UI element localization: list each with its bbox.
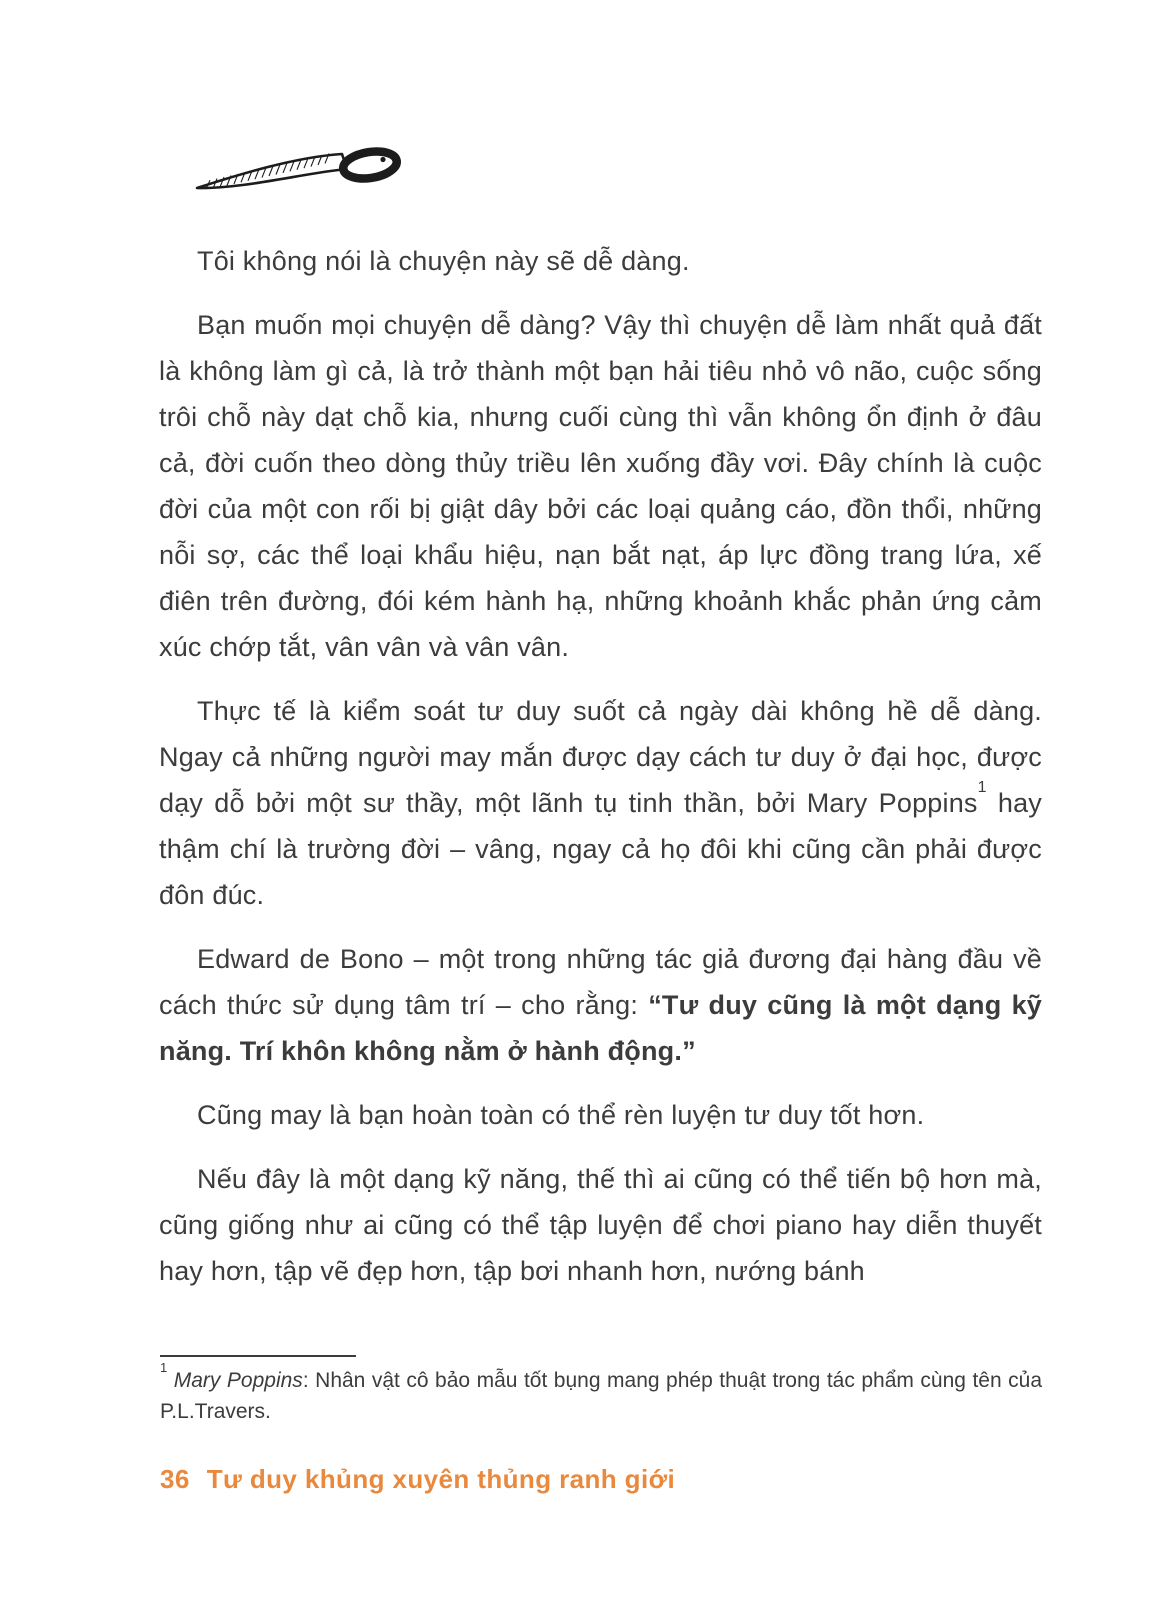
quote-bold: “Tư duy cũng là một dạng kỹ năng. Trí khôn không nằm ở hành động.” (159, 990, 1042, 1066)
footnote-marker: 1 (160, 1360, 168, 1375)
paragraph-3-text: Thực tế là kiểm soát tư duy suốt cả ngày dài không hề dễ dàng. Ngay cả những người may mắn được dạy cách tư duy ở đại học, được dạy dỗ bởi một sư thầy, một lãnh tụ tinh thần, bởi Mary Poppins (159, 696, 1042, 818)
page-number: 36 (160, 1464, 190, 1494)
paragraph-4-text: Edward de Bono – một trong những tác giả đương đại hàng đầu về cách thức sử dụng tâm trí – cho rằng: (159, 944, 1042, 1020)
footnote-block (160, 1355, 1042, 1427)
footnote-reference: 1 (977, 779, 987, 796)
paragraph-6: Nếu đây là một dạng kỹ năng, thế thì ai cũng có thể tiến bộ hơn mà, cũng giống như ai cũng có thể tập luyện để chơi piano hay diễn thuyết hay hơn, tập vẽ đẹp hơn, tập bơi nhanh hơn, nướng bánh (159, 1164, 1042, 1286)
paragraph-4 (159, 936, 1042, 1074)
running-title: Tư duy khủng xuyên thủng ranh giới (206, 1464, 676, 1494)
footnote-divider (160, 1355, 356, 1357)
paragraph-2: Bạn muốn mọi chuyện dễ dàng? Vậy thì chuyện dễ làm nhất quả đất là không làm gì cả, là trở thành một bạn hải tiêu nhỏ vô não, cuộc sống trôi chỗ này dạt chỗ kia, nhưng cuối cùng thì vẫn không ổn định ở đâu cả, đời cuốn theo dòng thủy triều lên xuống đầy vơi. Đây chính là cuộc đời của một con rối bị giật dây bởi các loại quảng cáo, đồn thổi, những nỗi sợ, các thể loại khẩu hiệu, nạn bắt nạt, áp lực đồng trang lứa, xế điên trên đường, đói kém hành hạ, những khoảnh khắc phản ứng cảm xúc chớp tắt, vân vân và vân vân. (159, 310, 1042, 662)
page-footer (160, 1462, 675, 1496)
paragraph-5: Cũng may là bạn hoàn toàn có thể rèn luyện tư duy tốt hơn. (197, 1100, 925, 1130)
paragraph-1: Tôi không nói là chuyện này sẽ dễ dàng. (197, 246, 690, 276)
body-text (159, 238, 1042, 1294)
footnote-text: : Nhân vật cô bảo mẫu tốt bụng mang phép thuật trong tác phẩm cùng tên của P.L.Travers. (160, 1369, 1042, 1423)
paragraph-3-text-cont: hay thậm chí là trường đời – vâng, ngay cả họ đôi khi cũng cần phải được đôn đúc. (159, 788, 1042, 910)
fish-ornament-icon (192, 142, 407, 202)
footnote (160, 1360, 1042, 1427)
footnote-term: Mary Poppins (173, 1369, 303, 1392)
paragraph-3 (159, 688, 1042, 918)
